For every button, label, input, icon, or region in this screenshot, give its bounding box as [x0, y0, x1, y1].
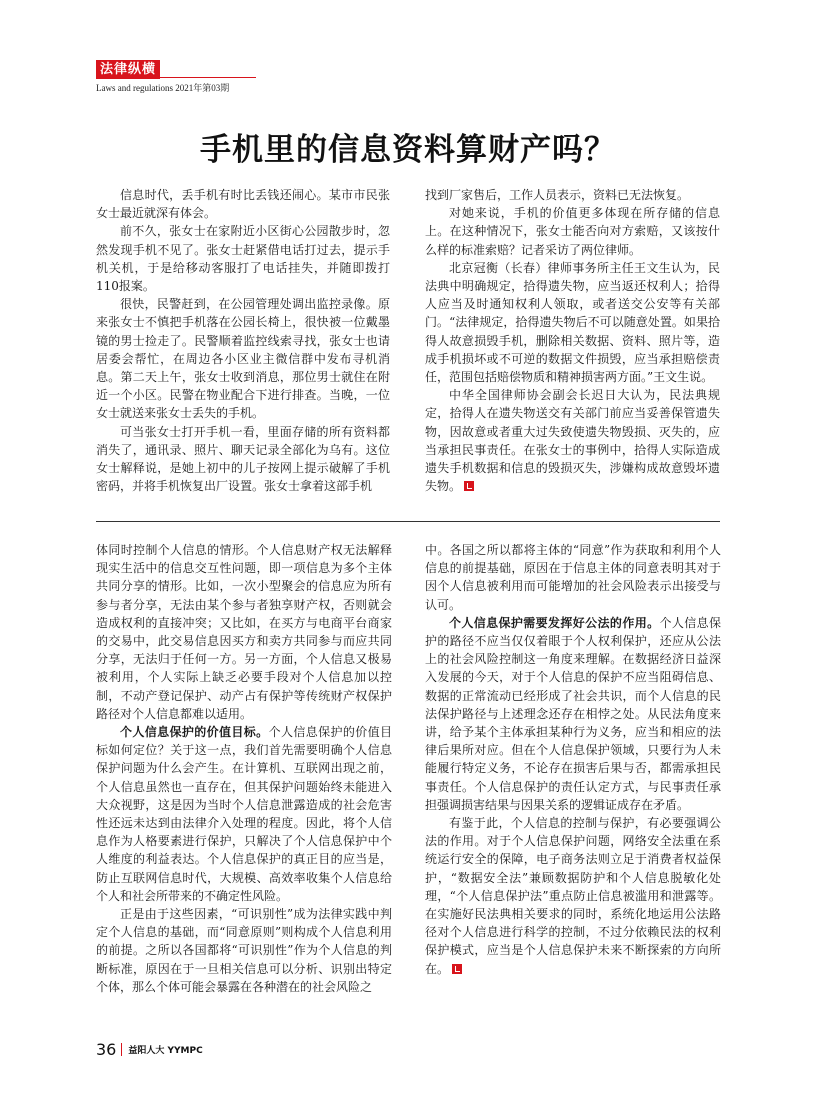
paragraph: 可当张女士打开手机一看，里面存储的所有资料都消失了，通讯录、照片、聊天记录全部化为乌有。这位女士解释说，是她上初中的儿子按网上提示破解了手机密码，并将手机恢复出厂设置。张女士拿着这部手机: [96, 424, 390, 494]
paragraph: 信息时代，丢手机有时比丢钱还闹心。某市市民张女士最近就深有体会。: [96, 188, 390, 221]
end-mark-icon: [464, 481, 474, 491]
magazine-name: 益阳人大 YYMPC: [128, 1046, 203, 1056]
top-right-column: [425, 186, 720, 506]
paragraph: [425, 386, 720, 495]
column-tag: 法律纵横: [96, 60, 160, 79]
article-title: 手机里的信息资料算财产吗？: [200, 132, 616, 168]
bottom-right-column: [425, 541, 721, 1021]
footer-divider: [121, 1043, 122, 1056]
paragraph: [96, 723, 392, 905]
paragraph-text: 有鉴于此，个人信息的控制与保护，有必要强调公法的作用。对于个人信息保护问题，网络安全法重在系统运行安全的保障，电子商务法则立足于消费者权益保护，“数据安全法”兼顾数据防护和个人信息脱敏化处理，“个人信息保护法”重点防止信息被滥用和泄露等。在实施好民法典相关要求的同时，系统化地运用公法路径对个人信息进行科学的控制，不过分依赖民法的权利保护模式，应当是个人信息保护未来不断探索的方向所在。: [425, 816, 721, 976]
paragraph-continuation: 找到厂家售后，工作人员表示，资料已无法恢复。: [425, 188, 690, 202]
paragraph: 前不久，张女士在家附近小区街心公园散步时，忽然发现手机不见了。张女士赶紧借电话打过去，提示手机关机，于是给移动客服打了电话挂失，并随即拨打110报案。: [96, 224, 390, 294]
paragraph: [425, 814, 721, 978]
paragraph: [425, 614, 721, 814]
paragraph: 对她来说，手机的价值更多体现在所存储的信息上。在这种情况下，张女士能否向对方索赔，又该按什么样的标准索赔？记者采访了两位律师。: [425, 206, 720, 257]
column-tag-underline: [160, 77, 256, 78]
page-footer: [96, 1039, 203, 1061]
section-divider: [96, 521, 720, 522]
page-number: 36: [96, 1040, 117, 1059]
issue-line: Laws and regulations 2021年第03期: [96, 83, 230, 93]
section-heading: 个人信息保护的价值目标。: [120, 725, 269, 740]
top-left-column: [96, 186, 390, 506]
paragraph: 很快，民警赶到，在公园管理处调出监控录像。原来张女士不慎把手机落在公园长椅上，很快被一位戴墨镜的男士捡走了。民警顺着监控线索寻找，张女士也请居委会帮忙，在周边各小区业主微信群中发布寻机消息。第二天上午，张女士收到消息，那位男士就住在附近一个小区。民警在物业配合下进行排查。当晚，一位女士就送来张女士丢失的手机。: [96, 297, 390, 421]
paragraph-continuation: 中。各国之所以都将主体的“同意”作为获取和利用个人信息的前提基础，原因在于信息主体的同意表明其对于因个人信息被利用而可能增加的社会风险表示出接受与认可。: [425, 543, 721, 612]
end-mark-icon: [452, 964, 462, 974]
bottom-left-column: [96, 541, 392, 1021]
paragraph-text: 中华全国律师协会副会长迟日大认为，民法典规定，拾得人在遗失物送交有关部门前应当妥善保管遗失物，因故意或者重大过失致使遗失物毁损、灭失的，应当承担民事责任。在张女士的事例中，拾得人实际造成遗失手机数据和信息的毁损灭失，涉嫌构成故意毁坏遗失物。: [425, 388, 720, 494]
paragraph-text: 个人信息保护的路径不应当仅仅着眼于个人权利保护，还应从公法上的社会风险控制这一角度来理解。在数据经济日益深入发展的今天，对于个人信息的保护不应当阻碍信息、数据的正常流动已经形成了社会共识，而个人信息的民法保护路径与上述理念还存在相悖之处。从民法角度来讲，给予某个主体承担某种行为义务，应当和相应的法律后果所对应。但在个人信息保护领域，只要行为人未能履行特定义务，不论存在损害后果与否，都需承担民事责任。个人信息保护的责任认定方式，与民事责任承担强调损害结果与因果关系的逻辑证成存在矛盾。: [425, 615, 721, 812]
paragraph: 正是由于这些因素，“可识别性”成为法律实践中判定个人信息的基础，而“同意原则”则构成个人信息利用的前提。之所以各国都将“可识别性”作为个人信息的判断标准，原因在于一旦相关信息可以分析、识别出特定个体，那么个体可能会暴露在各种潜在的社会风险之: [96, 907, 392, 994]
paragraph: 北京冠衡（长春）律师事务所主任王文生认为，民法典中明确规定，拾得遗失物，应当返还权利人；拾得人应当及时通知权利人领取，或者送交公安等有关部门。“法律规定，拾得遗失物后不可以随意处置。如果拾得人故意损毁手机，删除相关数据、资料、照片等，造成手机损坏或不可逆的数据文件损毁，应当承担赔偿责任，范围包括赔偿物质和精神损害两方面。”王文生说。: [425, 260, 720, 385]
section-heading: 个人信息保护需要发挥好公法的作用。: [449, 615, 660, 630]
paragraph-text: 个人信息保护的价值目标如何定位？关于这一点，我们首先需要明确个人信息保护问题为什么会产生。在计算机、互联网出现之前，个人信息虽然也一直存在，但其保护问题始终未能进入大众视野，这是因为当时个人信息泄露造成的社会危害性还远未达到由法律介入处理的程度。因此，将个人信息作为人格要素进行保护，只解决了个人信息保护中个人维度的利益表达。个人信息保护的真正目的应当是，防止互联网信息时代，大规模、高效率收集个人信息给个人和社会所带来的不确定性风险。: [96, 725, 392, 903]
paragraph-continuation: 体同时控制个人信息的情形。个人信息财产权无法解释现实生活中的信息交互性问题，即一项信息为多个主体共同分享的情形。比如，一次小型聚会的信息应为所有参与者分享，无法由某个参与者独享财产权，否则就会造成权利的直接冲突；又比如，在买方与电商平台商家的交易中，此交易信息因买方和卖方共同参与而应共同分享，无法归于任何一方。另一方面，个人信息又极易被利用，个人实际上缺乏必要手段对个人信息加以控制，不动产登记保护、动产占有保护等传统财产权保护路径对个人信息都难以适用。: [96, 543, 392, 721]
